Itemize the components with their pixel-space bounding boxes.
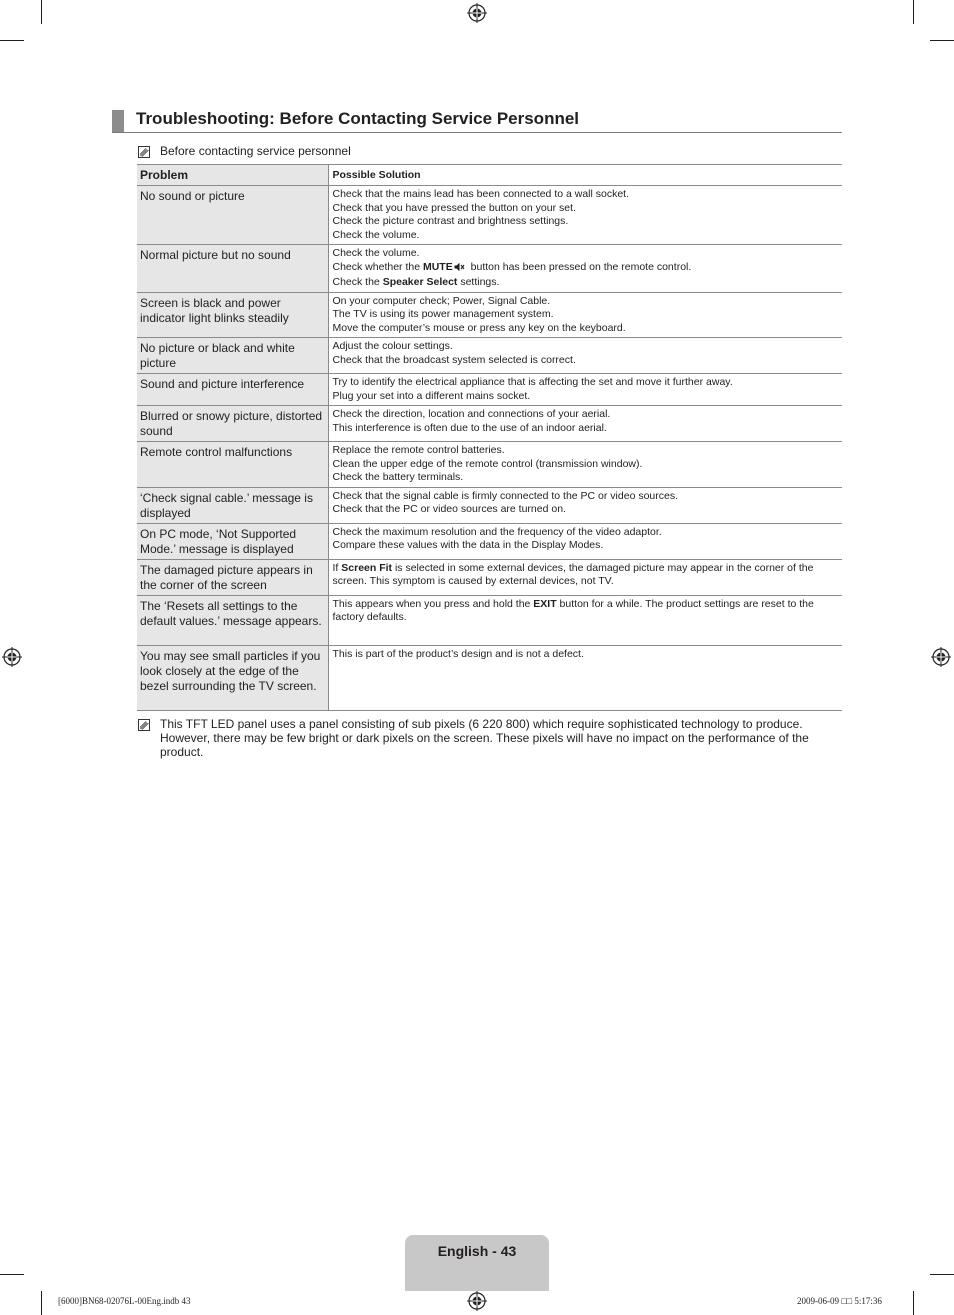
exit-label: EXIT <box>533 597 557 610</box>
problem-cell: Remote control malfunctions <box>137 442 328 488</box>
solution-text: button has been pressed on the remote control. <box>467 260 692 273</box>
table-row <box>137 595 842 645</box>
solution-cell <box>328 523 842 559</box>
problem-cell: Normal picture but no sound <box>137 245 328 293</box>
page-title: Troubleshooting: Before Contacting Service Personnel <box>136 109 580 128</box>
column-header-solution: Possible Solution <box>328 165 842 186</box>
solution-cell <box>328 645 842 710</box>
solution-line: Clean the upper edge of the remote control (transmission window). <box>332 457 643 470</box>
solution-line: Check that the signal cable is firmly connected to the PC or video sources. <box>332 489 679 502</box>
solution-text: If <box>332 561 342 574</box>
solution-line: This interference is often due to the use of an indoor aerial. <box>332 421 607 434</box>
solution-text: This appears when you press and hold the <box>332 597 534 610</box>
solution-line: Check the direction, location and connections of your aerial. <box>332 408 611 420</box>
solution-text: Check the <box>332 276 383 288</box>
table-row <box>137 406 842 442</box>
solution-line: Check that the mains lead has been connected to a wall socket. <box>332 188 630 200</box>
solution-line: The TV is using its power management system. <box>332 308 554 320</box>
troubleshooting-table <box>137 164 842 711</box>
note-icon <box>138 718 150 730</box>
solution-text: settings. <box>457 276 500 288</box>
solution-line <box>333 598 839 625</box>
intro-note: Before contacting service personnel <box>160 144 351 158</box>
speaker-select-label: Speaker Select <box>382 276 458 288</box>
solution-line <box>333 261 839 277</box>
solution-cell <box>328 559 842 595</box>
crop-mark <box>913 1291 914 1315</box>
registration-mark-icon <box>2 647 22 667</box>
solution-line: Replace the remote control batteries. <box>332 444 505 456</box>
table-row <box>137 338 842 374</box>
solution-cell <box>328 186 842 245</box>
problem-cell: No sound or picture <box>137 186 328 245</box>
mute-icon <box>454 262 465 277</box>
solution-cell <box>328 374 842 406</box>
file-info: [6000]BN68-02076L-00Eng.indb 43 <box>58 1296 191 1306</box>
problem-cell: ‘Check signal cable.’ message is displayed <box>137 487 328 523</box>
title-marker <box>112 110 124 132</box>
crop-mark <box>913 0 914 24</box>
crop-mark <box>41 0 42 24</box>
problem-cell: The damaged picture appears in the corner of the screen <box>137 559 328 595</box>
solution-line: Move the computer’s mouse or press any key on the keyboard. <box>332 321 626 334</box>
solution-cell <box>328 292 842 338</box>
solution-text: is selected in some external devices, the damaged picture may appear in the corner of the screen. This symptom is caused by external devices, not TV. <box>332 561 814 587</box>
problem-cell: Sound and picture interference <box>137 374 328 406</box>
table-row <box>137 442 842 488</box>
section-title-bar <box>112 108 842 133</box>
solution-line: Check that the PC or video sources are turned on. <box>332 503 566 515</box>
solution-cell <box>328 245 842 293</box>
solution-line: Check that you have pressed the button on your set. <box>332 201 576 214</box>
solution-line: Try to identify the electrical appliance that is affecting the set and move it further away. <box>332 376 733 388</box>
crop-mark <box>930 40 954 41</box>
problem-cell: Blurred or snowy picture, distorted sound <box>137 406 328 442</box>
table-row <box>137 487 842 523</box>
page-number: English - 43 <box>437 1243 517 1259</box>
problem-cell: No picture or black and white picture <box>137 338 328 374</box>
mute-label: MUTE <box>422 260 453 273</box>
screen-fit-label: Screen Fit <box>341 561 393 574</box>
solution-cell <box>328 338 842 374</box>
crop-mark <box>41 1291 42 1315</box>
table-row <box>137 245 842 293</box>
problem-cell: Screen is black and power indicator light blinks steadily <box>137 292 328 338</box>
column-header-problem: Problem <box>137 165 328 186</box>
panel-pixel-note: This TFT LED panel uses a panel consisting of sub pixels (6 220 800) which require sophisticated technology to produce. However, there may be few bright or dark pixels on the screen. These pixels will have no impact on the performance of the product. <box>160 717 809 759</box>
solution-line: Check the battery terminals. <box>332 471 464 483</box>
solution-line: Plug your set into a different mains socket. <box>332 389 531 402</box>
solution-line: On your computer check; Power, Signal Cable. <box>332 294 551 307</box>
solution-line <box>333 276 839 290</box>
table-row <box>137 645 842 710</box>
note-icon <box>138 145 150 157</box>
table-header-row <box>137 165 842 186</box>
registration-mark-icon <box>467 1291 487 1311</box>
crop-mark <box>0 1274 24 1275</box>
crop-mark <box>930 1274 954 1275</box>
table-row <box>137 559 842 595</box>
solution-line: Check the volume. <box>332 228 420 241</box>
solution-cell <box>328 595 842 645</box>
table-row <box>137 374 842 406</box>
solution-text: button for a while. The product settings are reset to the factory defaults. <box>332 597 814 623</box>
page-number-tab <box>405 1235 549 1291</box>
registration-mark-icon <box>467 3 487 23</box>
solution-line: Check the picture contrast and brightness settings. <box>332 215 569 227</box>
problem-cell: The ‘Resets all settings to the default values.’ message appears. <box>137 595 328 645</box>
solution-cell <box>328 406 842 442</box>
solution-line: Compare these values with the data in the Display Modes. <box>332 539 604 551</box>
table-row <box>137 292 842 338</box>
crop-mark <box>0 40 24 41</box>
solution-line: This is part of the product’s design and is not a defect. <box>332 647 584 660</box>
solution-line: Check the maximum resolution and the frequency of the video adaptor. <box>332 525 662 538</box>
solution-line <box>333 562 839 589</box>
solution-line: Adjust the colour settings. <box>332 340 453 352</box>
solution-line: Check the volume. <box>332 247 420 259</box>
solution-text: Check whether the <box>332 260 423 273</box>
problem-cell: On PC mode, ‘Not Supported Mode.’ message is displayed <box>137 523 328 559</box>
solution-cell <box>328 487 842 523</box>
problem-cell: You may see small particles if you look closely at the edge of the bezel surrounding the TV screen. <box>137 645 328 710</box>
solution-line: Check that the broadcast system selected is correct. <box>332 353 576 366</box>
registration-mark-icon <box>931 647 951 667</box>
print-timestamp: 2009-06-09 □□ 5:17:36 <box>797 1296 882 1306</box>
solution-cell <box>328 442 842 488</box>
table-row <box>137 523 842 559</box>
table-row <box>137 186 842 245</box>
